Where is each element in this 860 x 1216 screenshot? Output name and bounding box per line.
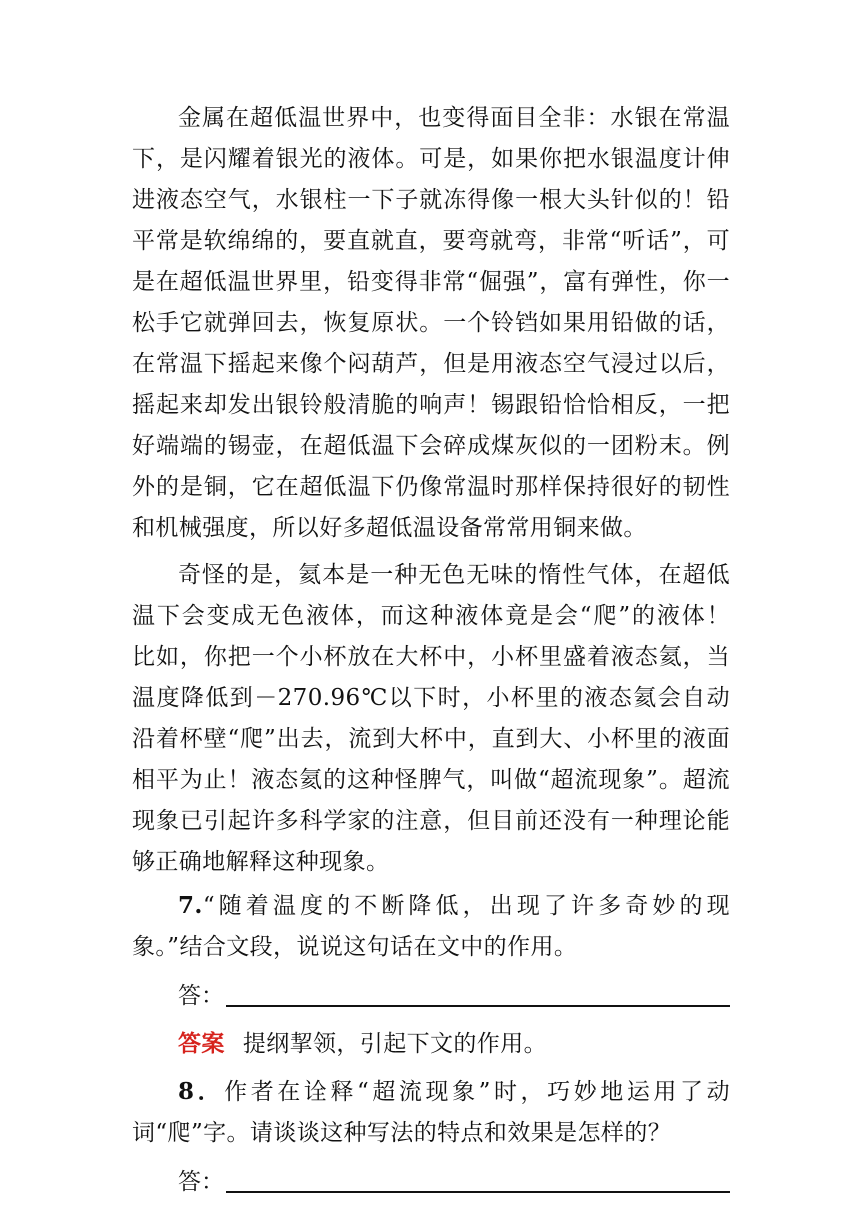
answer-key-text: 提纲挈领，引起下文的作用。 <box>242 1031 548 1057</box>
document-page <box>132 98 754 1209</box>
question-7-text: “随着温度的不断降低，出现了许多奇妙的现象。”结合文段，说说这句话在文中的作用。 <box>132 893 730 960</box>
question-8-text: 作者在诠释“超流现象”时，巧妙地运用了动词“爬”字。请谈谈这种写法的特点和效果是怎样的？ <box>132 1079 730 1146</box>
question-7-answer-blank <box>226 1005 730 1007</box>
passage-paragraph-2: 奇怪的是，氦本是一种无色无味的惰性气体，在超低温下会变成无色液体，而这种液体竟是会“爬”的液体！ 比如，你把一个小杯放在大杯中，小杯里盛着液态氦，当温度降低到－270.96℃以下时，小杯里的液态氦会自动沿着杯壁“爬”出去，流到大杯中，直到大、小杯里的液面相平为止！液态氦的这种怪脾气，叫做“超流现象”。超流现象已引起许多科学家的注意，但目前还没有一种理论能够正确地解释这种现象。 <box>132 562 754 875</box>
question-8 <box>132 1071 730 1154</box>
question-8-answer-label: 答： <box>178 1169 224 1195</box>
question-8-answer-blank <box>226 1191 730 1193</box>
question-7 <box>132 885 730 968</box>
passage-paragraph-1: 金属在超低温世界中，也变得面目全非：水银在常温下，是闪耀着银光的液体。可是，如果你把水银温度计伸进液态空气，水银柱一下子就冻得像一根大头针似的！铅平常是软绵绵的，要直就直，要弯就弯，非常“听话”，可是在超低温世界里，铅变得非常“倔强”，富有弹性，你一松手它就弹回去，恢复原状。一个铃铛如果用铅做的话，在常温下摇起来像个闷葫芦，但是用液态空气浸过以后，摇起来却发出银铃般清脆的响声！锡跟铅恰恰相反，一把好端端的锡壶，在超低温下会碎成煤灰似的一团粉末。例外的是铜，它在超低温下仍像常温时那样保持很好的韧性和机械强度，所以好多超低温设备常常用铜来做。 <box>132 105 730 541</box>
question-8-number: 8． <box>178 1078 225 1105</box>
answer-key-tag: 答案 <box>178 1030 225 1057</box>
question-7-number: 7. <box>178 892 203 919</box>
question-7-answer-label: 答： <box>178 983 224 1009</box>
question-8-answer-line <box>132 1162 730 1203</box>
question-7-answer-key <box>132 1023 730 1065</box>
question-7-answer-line <box>132 976 730 1017</box>
